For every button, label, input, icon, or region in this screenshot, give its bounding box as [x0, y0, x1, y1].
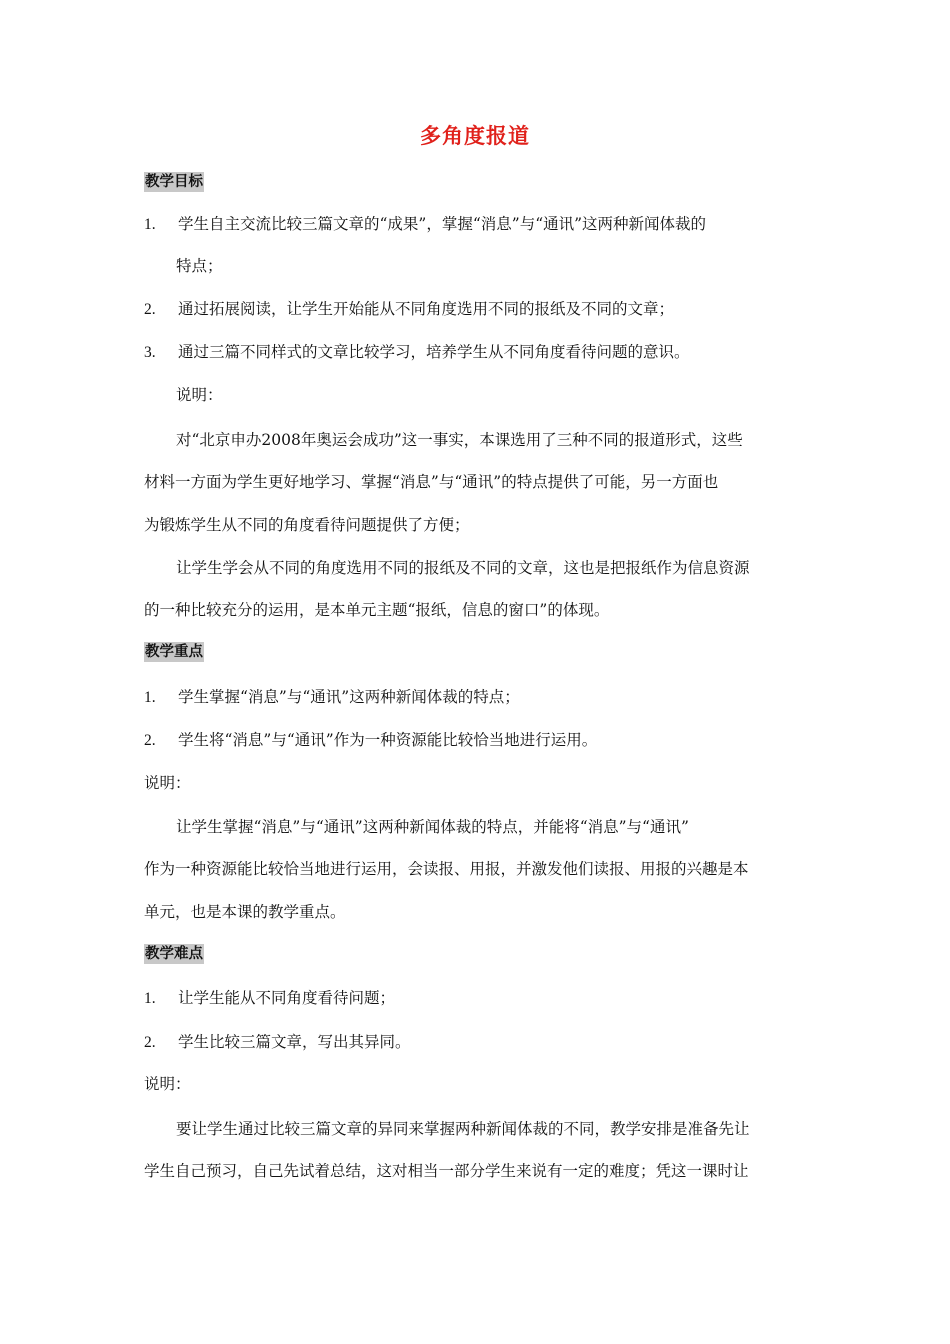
- document-title: 多角度报道: [420, 124, 530, 148]
- list-number: 1.: [144, 689, 156, 706]
- goal-item-2: [144, 297, 674, 322]
- list-number: 2.: [144, 301, 156, 318]
- goals-note-paragraph-1-line-1: 对“北京申办2008年奥运会成功”这一事实，本课选用了三种不同的报道形式，这些: [176, 431, 743, 449]
- list-item-text: 通过三篇不同样式的文章比较学习，培养学生从不同角度看待问题的意识。: [178, 343, 690, 361]
- key-point-item-2: [144, 728, 597, 753]
- section-heading-difficulties: 教学难点: [145, 946, 203, 962]
- list-item-text: 通过拓展阅读，让学生开始能从不同角度选用不同的报纸及不同的文章；: [178, 300, 675, 318]
- section-heading-key-points: 教学重点: [145, 644, 203, 660]
- list-item-text: 学生将“消息”与“通讯”作为一种资源能比较恰当地进行运用。: [178, 731, 598, 749]
- goals-note-paragraph-1-line-3: 为锻炼学生从不同的角度看待问题提供了方便；: [144, 516, 470, 534]
- list-item-text: 让学生能从不同角度看待问题；: [178, 989, 396, 1007]
- list-item-text: 学生掌握“消息”与“通讯”这两种新闻体裁的特点；: [178, 688, 520, 706]
- key-points-paragraph-line-1: 让学生掌握“消息”与“通讯”这两种新闻体裁的特点，并能将“消息”与“通讯”: [176, 818, 689, 836]
- goals-note-label: 说明：: [176, 386, 223, 404]
- difficulty-item-2: [144, 1030, 411, 1055]
- list-number: 3.: [144, 344, 156, 361]
- difficulties-paragraph-line-1: 要让学生通过比较三篇文章的异同来掌握两种新闻体裁的不同，教学安排是准备先让: [176, 1120, 750, 1138]
- goal-item-1: [144, 212, 706, 237]
- goals-note-paragraph-2-line-2: 的一种比较充分的运用，是本单元主题“报纸，信息的窗口”的体现。: [144, 601, 610, 619]
- section-heading-goals: 教学目标: [145, 174, 203, 190]
- list-item-text: 学生比较三篇文章，写出其异同。: [178, 1033, 411, 1051]
- goals-note-paragraph-1-line-2: 材料一方面为学生更好地学习、掌握“消息”与“通讯”的特点提供了可能，另一方面也: [144, 473, 719, 491]
- difficulties-note-label: 说明：: [144, 1075, 191, 1093]
- list-number: 2.: [144, 732, 156, 749]
- list-number: 2.: [144, 1034, 156, 1051]
- list-number: 1.: [144, 990, 156, 1007]
- key-points-paragraph-line-3: 单元，也是本课的教学重点。: [144, 903, 346, 921]
- list-number: 1.: [144, 216, 156, 233]
- goals-note-paragraph-2-line-1: 让学生学会从不同的角度选用不同的报纸及不同的文章，这也是把报纸作为信息资源: [176, 559, 750, 577]
- goal-item-1-continued: 特点；: [176, 257, 223, 275]
- key-point-item-1: [144, 685, 520, 710]
- difficulties-paragraph-line-2: 学生自己预习，自己先试着总结，这对相当一部分学生来说有一定的难度；凭这一课时让: [144, 1162, 749, 1180]
- goal-item-3: [144, 340, 690, 365]
- key-points-note-label: 说明：: [144, 774, 191, 792]
- list-item-text: 学生自主交流比较三篇文章的“成果”，掌握“消息”与“通讯”这两种新闻体裁的: [178, 215, 707, 233]
- key-points-paragraph-line-2: 作为一种资源能比较恰当地进行运用，会读报、用报，并激发他们读报、用报的兴趣是本: [144, 860, 749, 878]
- difficulty-item-1: [144, 986, 395, 1011]
